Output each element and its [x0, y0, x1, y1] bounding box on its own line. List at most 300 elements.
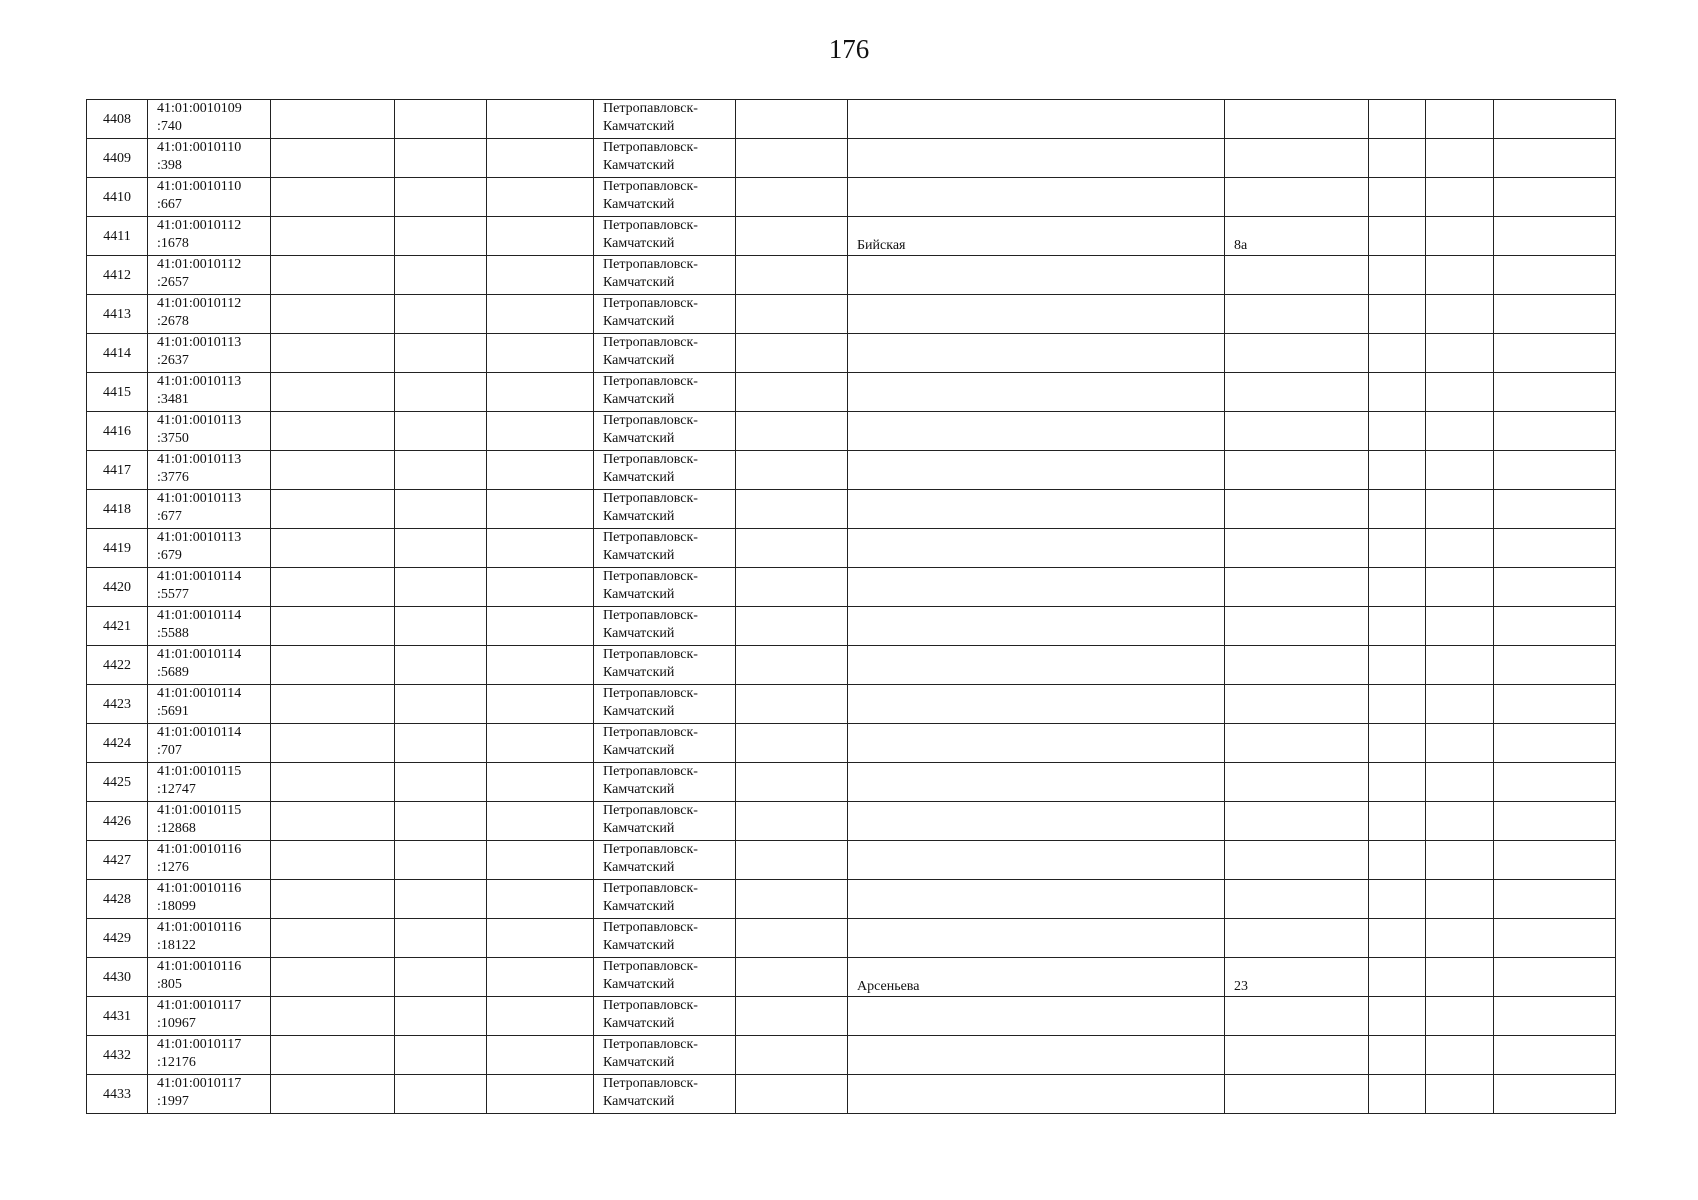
city-cell — [594, 490, 736, 529]
empty-cell — [736, 607, 848, 646]
empty-cell — [487, 1036, 594, 1075]
city-line2: Камчатский — [603, 314, 675, 329]
empty-cell — [1494, 334, 1616, 373]
cadastral-number-line2: :2678 — [157, 314, 189, 329]
cadastral-number-cell — [148, 763, 271, 802]
empty-cell — [736, 568, 848, 607]
city-cell — [594, 529, 736, 568]
city-cell — [594, 997, 736, 1036]
empty-cell — [1369, 646, 1426, 685]
empty-cell — [1426, 217, 1494, 256]
row-number-cell: 4408 — [87, 100, 148, 139]
house-cell — [1225, 334, 1369, 373]
empty-cell — [395, 529, 487, 568]
cadastral-number-line1: 41:01:0010116 — [157, 959, 242, 974]
city-line1: Петропавловск- — [603, 452, 698, 467]
city-line2: Камчатский — [603, 158, 675, 173]
city-line1: Петропавловск- — [603, 764, 698, 779]
city-line2: Камчатский — [603, 899, 675, 914]
table-row — [87, 100, 1616, 139]
empty-cell — [395, 100, 487, 139]
row-number-cell: 4425 — [87, 763, 148, 802]
cadastral-number-line2: :1997 — [157, 1094, 189, 1109]
city-line1: Петропавловск- — [603, 530, 698, 545]
cadastral-number-cell — [148, 490, 271, 529]
cadastral-number-line1: 41:01:0010117 — [157, 1037, 242, 1052]
street-cell — [848, 529, 1225, 568]
street-cell — [848, 607, 1225, 646]
empty-cell — [1426, 451, 1494, 490]
empty-cell — [1369, 1075, 1426, 1114]
house-cell — [1225, 412, 1369, 451]
empty-cell — [736, 685, 848, 724]
empty-cell — [1494, 646, 1616, 685]
table-row — [87, 178, 1616, 217]
empty-cell — [487, 256, 594, 295]
cadastral-number-line1: 41:01:0010114 — [157, 647, 242, 662]
cadastral-number-line2: :5689 — [157, 665, 189, 680]
empty-cell — [395, 295, 487, 334]
cadastral-number-line2: :2657 — [157, 275, 189, 290]
empty-cell — [1369, 373, 1426, 412]
empty-cell — [487, 724, 594, 763]
empty-cell — [271, 100, 395, 139]
cadastral-number-line1: 41:01:0010116 — [157, 881, 242, 896]
cadastral-number-cell — [148, 529, 271, 568]
city-line1: Петропавловск- — [603, 647, 698, 662]
cadastral-number-line1: 41:01:0010114 — [157, 608, 242, 623]
row-number-cell: 4429 — [87, 919, 148, 958]
empty-cell — [1369, 724, 1426, 763]
cadastral-number-line1: 41:01:0010115 — [157, 764, 242, 779]
street-cell — [848, 685, 1225, 724]
house-cell — [1225, 1075, 1369, 1114]
city-line2: Камчатский — [603, 1094, 675, 1109]
empty-cell — [395, 763, 487, 802]
city-line1: Петропавловск- — [603, 296, 698, 311]
empty-cell — [271, 919, 395, 958]
empty-cell — [1426, 685, 1494, 724]
city-line2: Камчатский — [603, 938, 675, 953]
cadastral-number-cell — [148, 607, 271, 646]
table-row — [87, 802, 1616, 841]
cadastral-number-line2: :740 — [157, 119, 182, 134]
empty-cell — [1369, 490, 1426, 529]
empty-cell — [1369, 217, 1426, 256]
house-cell — [1225, 256, 1369, 295]
city-cell — [594, 568, 736, 607]
cadastral-number-line2: :667 — [157, 197, 182, 212]
table-row — [87, 412, 1616, 451]
empty-cell — [1369, 178, 1426, 217]
street-cell — [848, 256, 1225, 295]
empty-cell — [487, 334, 594, 373]
empty-cell — [1426, 958, 1494, 997]
city-line1: Петропавловск- — [603, 491, 698, 506]
empty-cell — [487, 958, 594, 997]
cadastral-number-cell — [148, 139, 271, 178]
empty-cell — [395, 607, 487, 646]
empty-cell — [395, 997, 487, 1036]
table-row — [87, 607, 1616, 646]
street-cell — [848, 178, 1225, 217]
city-cell — [594, 919, 736, 958]
empty-cell — [736, 373, 848, 412]
empty-cell — [736, 295, 848, 334]
empty-cell — [1494, 724, 1616, 763]
empty-cell — [271, 1075, 395, 1114]
cadastral-number-line2: :10967 — [157, 1016, 196, 1031]
page-number: 176 — [828, 34, 870, 64]
street-cell — [848, 334, 1225, 373]
city-line2: Камчатский — [603, 860, 675, 875]
street-cell — [848, 919, 1225, 958]
empty-cell — [271, 607, 395, 646]
empty-cell — [487, 685, 594, 724]
empty-cell — [1494, 802, 1616, 841]
empty-cell — [736, 217, 848, 256]
empty-cell — [271, 451, 395, 490]
empty-cell — [1494, 139, 1616, 178]
city-cell — [594, 412, 736, 451]
house-cell: 8а — [1225, 217, 1369, 256]
city-line1: Петропавловск- — [603, 686, 698, 701]
empty-cell — [736, 646, 848, 685]
row-number-cell: 4428 — [87, 880, 148, 919]
empty-cell — [1369, 763, 1426, 802]
row-number-cell: 4423 — [87, 685, 148, 724]
empty-cell — [271, 373, 395, 412]
cadastral-number-line1: 41:01:0010116 — [157, 920, 242, 935]
table-row — [87, 958, 1616, 997]
cadastral-number-cell — [148, 373, 271, 412]
empty-cell — [487, 997, 594, 1036]
city-line2: Камчатский — [603, 743, 675, 758]
empty-cell — [1426, 763, 1494, 802]
empty-cell — [487, 919, 594, 958]
empty-cell — [1494, 958, 1616, 997]
cadastral-number-cell — [148, 178, 271, 217]
empty-cell — [1494, 880, 1616, 919]
cadastral-number-line2: :707 — [157, 743, 182, 758]
empty-cell — [1426, 1075, 1494, 1114]
cadastral-number-line1: 41:01:0010112 — [157, 218, 242, 233]
empty-cell — [1426, 139, 1494, 178]
cadastral-number-line1: 41:01:0010110 — [157, 179, 242, 194]
empty-cell — [487, 841, 594, 880]
empty-cell — [1426, 490, 1494, 529]
cadastral-number-line1: 41:01:0010115 — [157, 803, 242, 818]
city-cell — [594, 1036, 736, 1075]
empty-cell — [271, 685, 395, 724]
row-number-cell: 4412 — [87, 256, 148, 295]
empty-cell — [1494, 1036, 1616, 1075]
cadastral-number-line1: 41:01:0010113 — [157, 374, 242, 389]
empty-cell — [271, 178, 395, 217]
row-number-cell: 4415 — [87, 373, 148, 412]
row-number-cell: 4424 — [87, 724, 148, 763]
city-cell — [594, 217, 736, 256]
empty-cell — [487, 802, 594, 841]
city-line1: Петропавловск- — [603, 920, 698, 935]
house-cell — [1225, 178, 1369, 217]
street-cell — [848, 841, 1225, 880]
city-cell — [594, 373, 736, 412]
row-number-cell: 4419 — [87, 529, 148, 568]
house-cell — [1225, 295, 1369, 334]
house-cell — [1225, 802, 1369, 841]
empty-cell — [1369, 1036, 1426, 1075]
cadastral-number-line2: :1678 — [157, 236, 189, 251]
empty-cell — [271, 958, 395, 997]
street-cell — [848, 139, 1225, 178]
empty-cell — [1494, 490, 1616, 529]
empty-cell — [487, 100, 594, 139]
row-number-cell: 4430 — [87, 958, 148, 997]
city-line2: Камчатский — [603, 548, 675, 563]
empty-cell — [1426, 100, 1494, 139]
row-number-cell: 4420 — [87, 568, 148, 607]
street-cell — [848, 1075, 1225, 1114]
table-body — [87, 100, 1616, 1114]
cadastral-number-line2: :12868 — [157, 821, 196, 836]
empty-cell — [1494, 412, 1616, 451]
empty-cell — [271, 763, 395, 802]
empty-cell — [395, 217, 487, 256]
city-line1: Петропавловск- — [603, 998, 698, 1013]
empty-cell — [1369, 802, 1426, 841]
empty-cell — [395, 919, 487, 958]
cadastral-number-line1: 41:01:0010109 — [157, 101, 242, 116]
street-cell — [848, 295, 1225, 334]
empty-cell — [1426, 373, 1494, 412]
cadastral-number-line2: :5691 — [157, 704, 189, 719]
city-line1: Петропавловск- — [603, 413, 698, 428]
empty-cell — [1426, 607, 1494, 646]
cadastral-number-line1: 41:01:0010114 — [157, 686, 242, 701]
empty-cell — [1494, 373, 1616, 412]
street-cell: Бийская — [848, 217, 1225, 256]
city-cell — [594, 724, 736, 763]
city-line2: Камчатский — [603, 626, 675, 641]
house-cell — [1225, 490, 1369, 529]
row-number-cell: 4433 — [87, 1075, 148, 1114]
cadastral-number-line2: :5577 — [157, 587, 189, 602]
empty-cell — [1369, 607, 1426, 646]
empty-cell — [395, 724, 487, 763]
street-cell — [848, 100, 1225, 139]
cadastral-number-line1: 41:01:0010112 — [157, 257, 242, 272]
empty-cell — [271, 217, 395, 256]
cadastral-number-cell — [148, 100, 271, 139]
house-cell — [1225, 919, 1369, 958]
empty-cell — [271, 646, 395, 685]
city-line2: Камчатский — [603, 236, 675, 251]
empty-cell — [395, 412, 487, 451]
empty-cell — [487, 178, 594, 217]
empty-cell — [1369, 256, 1426, 295]
empty-cell — [1426, 646, 1494, 685]
empty-cell — [487, 880, 594, 919]
city-line1: Петропавловск- — [603, 842, 698, 857]
city-line2: Камчатский — [603, 665, 675, 680]
empty-cell — [1426, 880, 1494, 919]
empty-cell — [395, 256, 487, 295]
table-row — [87, 841, 1616, 880]
city-cell — [594, 646, 736, 685]
city-cell — [594, 841, 736, 880]
cadastral-number-line1: 41:01:0010117 — [157, 998, 242, 1013]
empty-cell — [736, 451, 848, 490]
empty-cell — [1426, 919, 1494, 958]
city-line2: Камчатский — [603, 470, 675, 485]
empty-cell — [1426, 802, 1494, 841]
empty-cell — [1426, 1036, 1494, 1075]
city-cell — [594, 958, 736, 997]
house-cell — [1225, 997, 1369, 1036]
empty-cell — [271, 490, 395, 529]
empty-cell — [1494, 997, 1616, 1036]
empty-cell — [1369, 568, 1426, 607]
cadastral-number-cell — [148, 1075, 271, 1114]
street-cell — [848, 646, 1225, 685]
city-line1: Петропавловск- — [603, 257, 698, 272]
city-cell — [594, 295, 736, 334]
cadastral-number-line2: :805 — [157, 977, 182, 992]
cadastral-number-cell — [148, 1036, 271, 1075]
house-cell — [1225, 607, 1369, 646]
empty-cell — [1426, 724, 1494, 763]
cadastral-number-line2: :12747 — [157, 782, 196, 797]
cadastral-number-line1: 41:01:0010116 — [157, 842, 242, 857]
city-line1: Петропавловск- — [603, 725, 698, 740]
house-cell — [1225, 685, 1369, 724]
house-cell — [1225, 529, 1369, 568]
cadastral-number-line2: :679 — [157, 548, 182, 563]
city-cell — [594, 334, 736, 373]
city-line1: Петропавловск- — [603, 569, 698, 584]
empty-cell — [487, 295, 594, 334]
cadastral-number-cell — [148, 919, 271, 958]
cadastral-number-cell — [148, 451, 271, 490]
empty-cell — [1369, 958, 1426, 997]
city-line1: Петропавловск- — [603, 608, 698, 623]
empty-cell — [736, 412, 848, 451]
empty-cell — [1494, 529, 1616, 568]
empty-cell — [736, 1036, 848, 1075]
street-cell — [848, 724, 1225, 763]
empty-cell — [1369, 334, 1426, 373]
table-row — [87, 997, 1616, 1036]
cadastral-number-cell — [148, 412, 271, 451]
empty-cell — [487, 139, 594, 178]
empty-cell — [1426, 412, 1494, 451]
city-cell — [594, 256, 736, 295]
empty-cell — [736, 178, 848, 217]
table-row — [87, 1036, 1616, 1075]
empty-cell — [1426, 295, 1494, 334]
empty-cell — [1426, 997, 1494, 1036]
street-cell — [848, 568, 1225, 607]
empty-cell — [271, 997, 395, 1036]
house-cell — [1225, 646, 1369, 685]
table-row — [87, 529, 1616, 568]
cadastral-number-cell — [148, 568, 271, 607]
empty-cell — [1426, 529, 1494, 568]
city-line2: Камчатский — [603, 509, 675, 524]
empty-cell — [271, 568, 395, 607]
cadastral-number-line1: 41:01:0010117 — [157, 1076, 242, 1091]
row-number-cell: 4421 — [87, 607, 148, 646]
empty-cell — [271, 334, 395, 373]
cadastral-number-line2: :3750 — [157, 431, 189, 446]
row-number-cell: 4409 — [87, 139, 148, 178]
city-line1: Петропавловск- — [603, 140, 698, 155]
cadastral-number-cell — [148, 646, 271, 685]
table-row — [87, 451, 1616, 490]
city-line2: Камчатский — [603, 782, 675, 797]
empty-cell — [736, 334, 848, 373]
empty-cell — [487, 451, 594, 490]
empty-cell — [1369, 451, 1426, 490]
empty-cell — [736, 100, 848, 139]
empty-cell — [1426, 841, 1494, 880]
empty-cell — [736, 958, 848, 997]
empty-cell — [487, 568, 594, 607]
empty-cell — [1369, 100, 1426, 139]
city-cell — [594, 685, 736, 724]
empty-cell — [1494, 178, 1616, 217]
row-number-cell: 4418 — [87, 490, 148, 529]
city-line1: Петропавловск- — [603, 1037, 698, 1052]
empty-cell — [395, 451, 487, 490]
empty-cell — [271, 841, 395, 880]
empty-cell — [736, 919, 848, 958]
city-line1: Петропавловск- — [603, 803, 698, 818]
empty-cell — [487, 373, 594, 412]
empty-cell — [736, 802, 848, 841]
empty-cell — [1369, 841, 1426, 880]
city-line1: Петропавловск- — [603, 881, 698, 896]
table-row — [87, 1075, 1616, 1114]
city-line1: Петропавловск- — [603, 959, 698, 974]
empty-cell — [1369, 529, 1426, 568]
table-row — [87, 334, 1616, 373]
city-line2: Камчатский — [603, 392, 675, 407]
empty-cell — [395, 373, 487, 412]
empty-cell — [1494, 763, 1616, 802]
empty-cell — [1369, 997, 1426, 1036]
empty-cell — [1494, 841, 1616, 880]
empty-cell — [736, 997, 848, 1036]
cadastral-number-line2: :1276 — [157, 860, 189, 875]
empty-cell — [1494, 1075, 1616, 1114]
city-cell — [594, 1075, 736, 1114]
row-number-cell: 4422 — [87, 646, 148, 685]
cadastral-number-line1: 41:01:0010113 — [157, 530, 242, 545]
empty-cell — [395, 139, 487, 178]
city-cell — [594, 139, 736, 178]
empty-cell — [736, 256, 848, 295]
empty-cell — [1494, 256, 1616, 295]
cadastral-number-cell — [148, 802, 271, 841]
house-cell — [1225, 373, 1369, 412]
street-cell — [848, 997, 1225, 1036]
street-cell — [848, 451, 1225, 490]
city-line1: Петропавловск- — [603, 179, 698, 194]
empty-cell — [736, 724, 848, 763]
empty-cell — [271, 1036, 395, 1075]
